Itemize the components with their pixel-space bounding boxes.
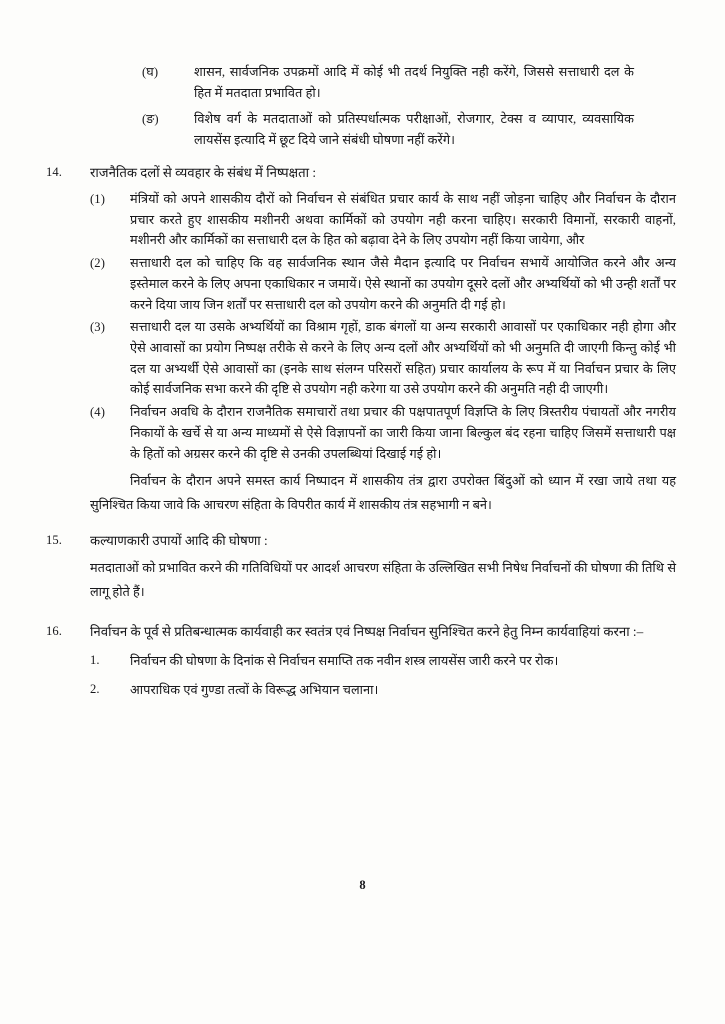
list-marker: 2. (90, 681, 100, 696)
list-item (46, 650, 676, 673)
list-marker: (3) (90, 320, 105, 335)
list-marker: (4) (90, 405, 105, 420)
list-marker: (2) (90, 256, 105, 271)
list-item-text: सत्ताधारी दल या उसके अभ्यर्थियों का विश्राम गृहों, डाक बंगलों या अन्य सरकारी आवासों पर एकाधिकार नही होगा और ऐसे आवासों का प्रयोग निष्पक्ष तरीके से करने के लिए अन्य दलों और अभ्यर्थियों को भी अनुमति दी जाएगी किन्तु कोई भी दल या अभ्यर्थी ऐसे आवासों का (इनके साथ संलग्न परिसरों सहित) प्रचार कार्यालय के रूप में या निर्वाचन प्रचार के लिए कोई सार्वजनिक सभा करने की दृष्टि से उपयोग नही करेगा या उसे उपयोग करने की अनुमति नही दी जाएगी। (130, 320, 676, 397)
list-marker: (1) (90, 192, 105, 206)
section-number: 15. (46, 532, 63, 547)
section-heading-14 (46, 162, 676, 183)
section-title: राजनैतिक दलों से व्यवहार के संबंध में निष्पक्षता : (90, 164, 317, 180)
list-item (46, 679, 676, 702)
section-number: 16. (46, 623, 63, 638)
section-title: निर्वाचन के पूर्व से प्रतिबन्धात्मक कार्यवाही कर स्वतंत्र एवं निष्पक्ष निर्वाचन सुनिश्चित करने हेतु निम्न कार्यवाहियां करना :– (90, 623, 644, 639)
list-item (46, 109, 676, 150)
section-14-closing-paragraph: निर्वाचन के दौरान अपने समस्त कार्य निष्पादन में शासकीय तंत्र द्वारा उपरोक्त बिंदुओं को ध्यान में रखा जाये तथा यह सुनिश्चित किया जावे कि आचरण संहिता के विपरीत कार्य में शासकीय तंत्र सहभागी न बने। (90, 474, 676, 513)
page-content (46, 62, 676, 704)
list-item-text: आपराधिक एवं गुण्डा तत्वों के विरूद्ध अभियान चलाना। (130, 682, 379, 697)
list-item (46, 253, 676, 315)
list-item-text: सत्ताधारी दल को चाहिए कि वह सार्वजनिक स्थान जैसे मैदान इत्यादि पर निर्वाचन सभायें आयोजित करने और अन्य इस्तेमाल करने के लिए अपना एकाधिकार न जमायें। ऐसे स्थानों का उपयोग दूसरे दलों और अभ्यर्थियों को भी उन्ही शर्तों पर करने दिया जाय जिन शर्तों पर सत्ताधारी दल को उपयोग करने की अनुमति दी गई हो। (130, 256, 676, 312)
page-number: 8 (359, 878, 366, 892)
list-item (46, 189, 676, 251)
list-item-text: विशेष वर्ग के मतदाताओं को प्रतिस्पर्धात्मक परीक्षाओं, रोजगार, टेक्स व व्यापार, व्यवसायिक लायसेंस इत्यादि में छूट दिये जाने संबंधी घोषणा नहीं करेंगे। (194, 112, 634, 148)
section-heading-15 (46, 530, 676, 551)
list-marker: (घ) (142, 65, 159, 79)
list-item (46, 62, 676, 103)
list-item (46, 402, 676, 464)
section-15-paragraph: मतदाताओं को प्रभावित करने की गतिविधियों पर आदर्श आचरण संहिता के उल्लिखित सभी निषेध निर्वाचनों की घोषणा की तिथि से लागू होते हैं। (90, 561, 676, 599)
section-number: 14. (46, 164, 63, 179)
list-item-text: शासन, सार्वजनिक उपक्रमों आदि में कोई भी तदर्थ नियुक्ति नही करेंगे, जिससे सत्ताधारी दल के हित में मतदाता प्रभावित हो। (194, 65, 634, 100)
list-item-text: निर्वाचन की घोषणा के दिनांक से निर्वाचन समाप्ति तक नवीन शस्त्र लायसेंस जारी करने पर रोक। (130, 653, 559, 668)
list-marker: 1. (90, 652, 100, 667)
list-item-text: निर्वाचन अवधि के दौरान राजनैतिक समाचारों तथा प्रचार की पक्षपातपूर्ण विज्ञप्ति के लिए त्रिस्तरीय पंचायतों और नगरीय निकायों के खर्चे से या अन्य माध्यमों से ऐसे विज्ञापनों का जारी किया जाना बिल्कुल बंद रहना चाहिए जिसमें सत्ताधारी पक्ष के हितों को अग्रसर करने की दृष्टि से उनकी उपलब्धियां दिखाई गई हो। (130, 405, 676, 461)
list-item (46, 317, 676, 400)
section-heading-16 (46, 621, 676, 642)
list-item-text: मंत्रियों को अपने शासकीय दौरों को निर्वाचन से संबंधित प्रचार कार्य के साथ नहीं जोड़ना चाहिए और निर्वाचन के दौरान प्रचार करते हुए शासकीय मशीनरी अथवा कार्मिकों को उपयोग नही करना चाहिए। सरकारी विमानों, सरकारी वाहनों, मशीनरी और कार्मिकों का सत्ताधारी दल के हित को बढ़ावा देने के लिए उपयोग नहीं किया जायेगा, और (130, 192, 676, 248)
section-title: कल्याणकारी उपायों आदि की घोषणा : (90, 532, 268, 548)
list-marker: (ङ) (142, 112, 159, 127)
